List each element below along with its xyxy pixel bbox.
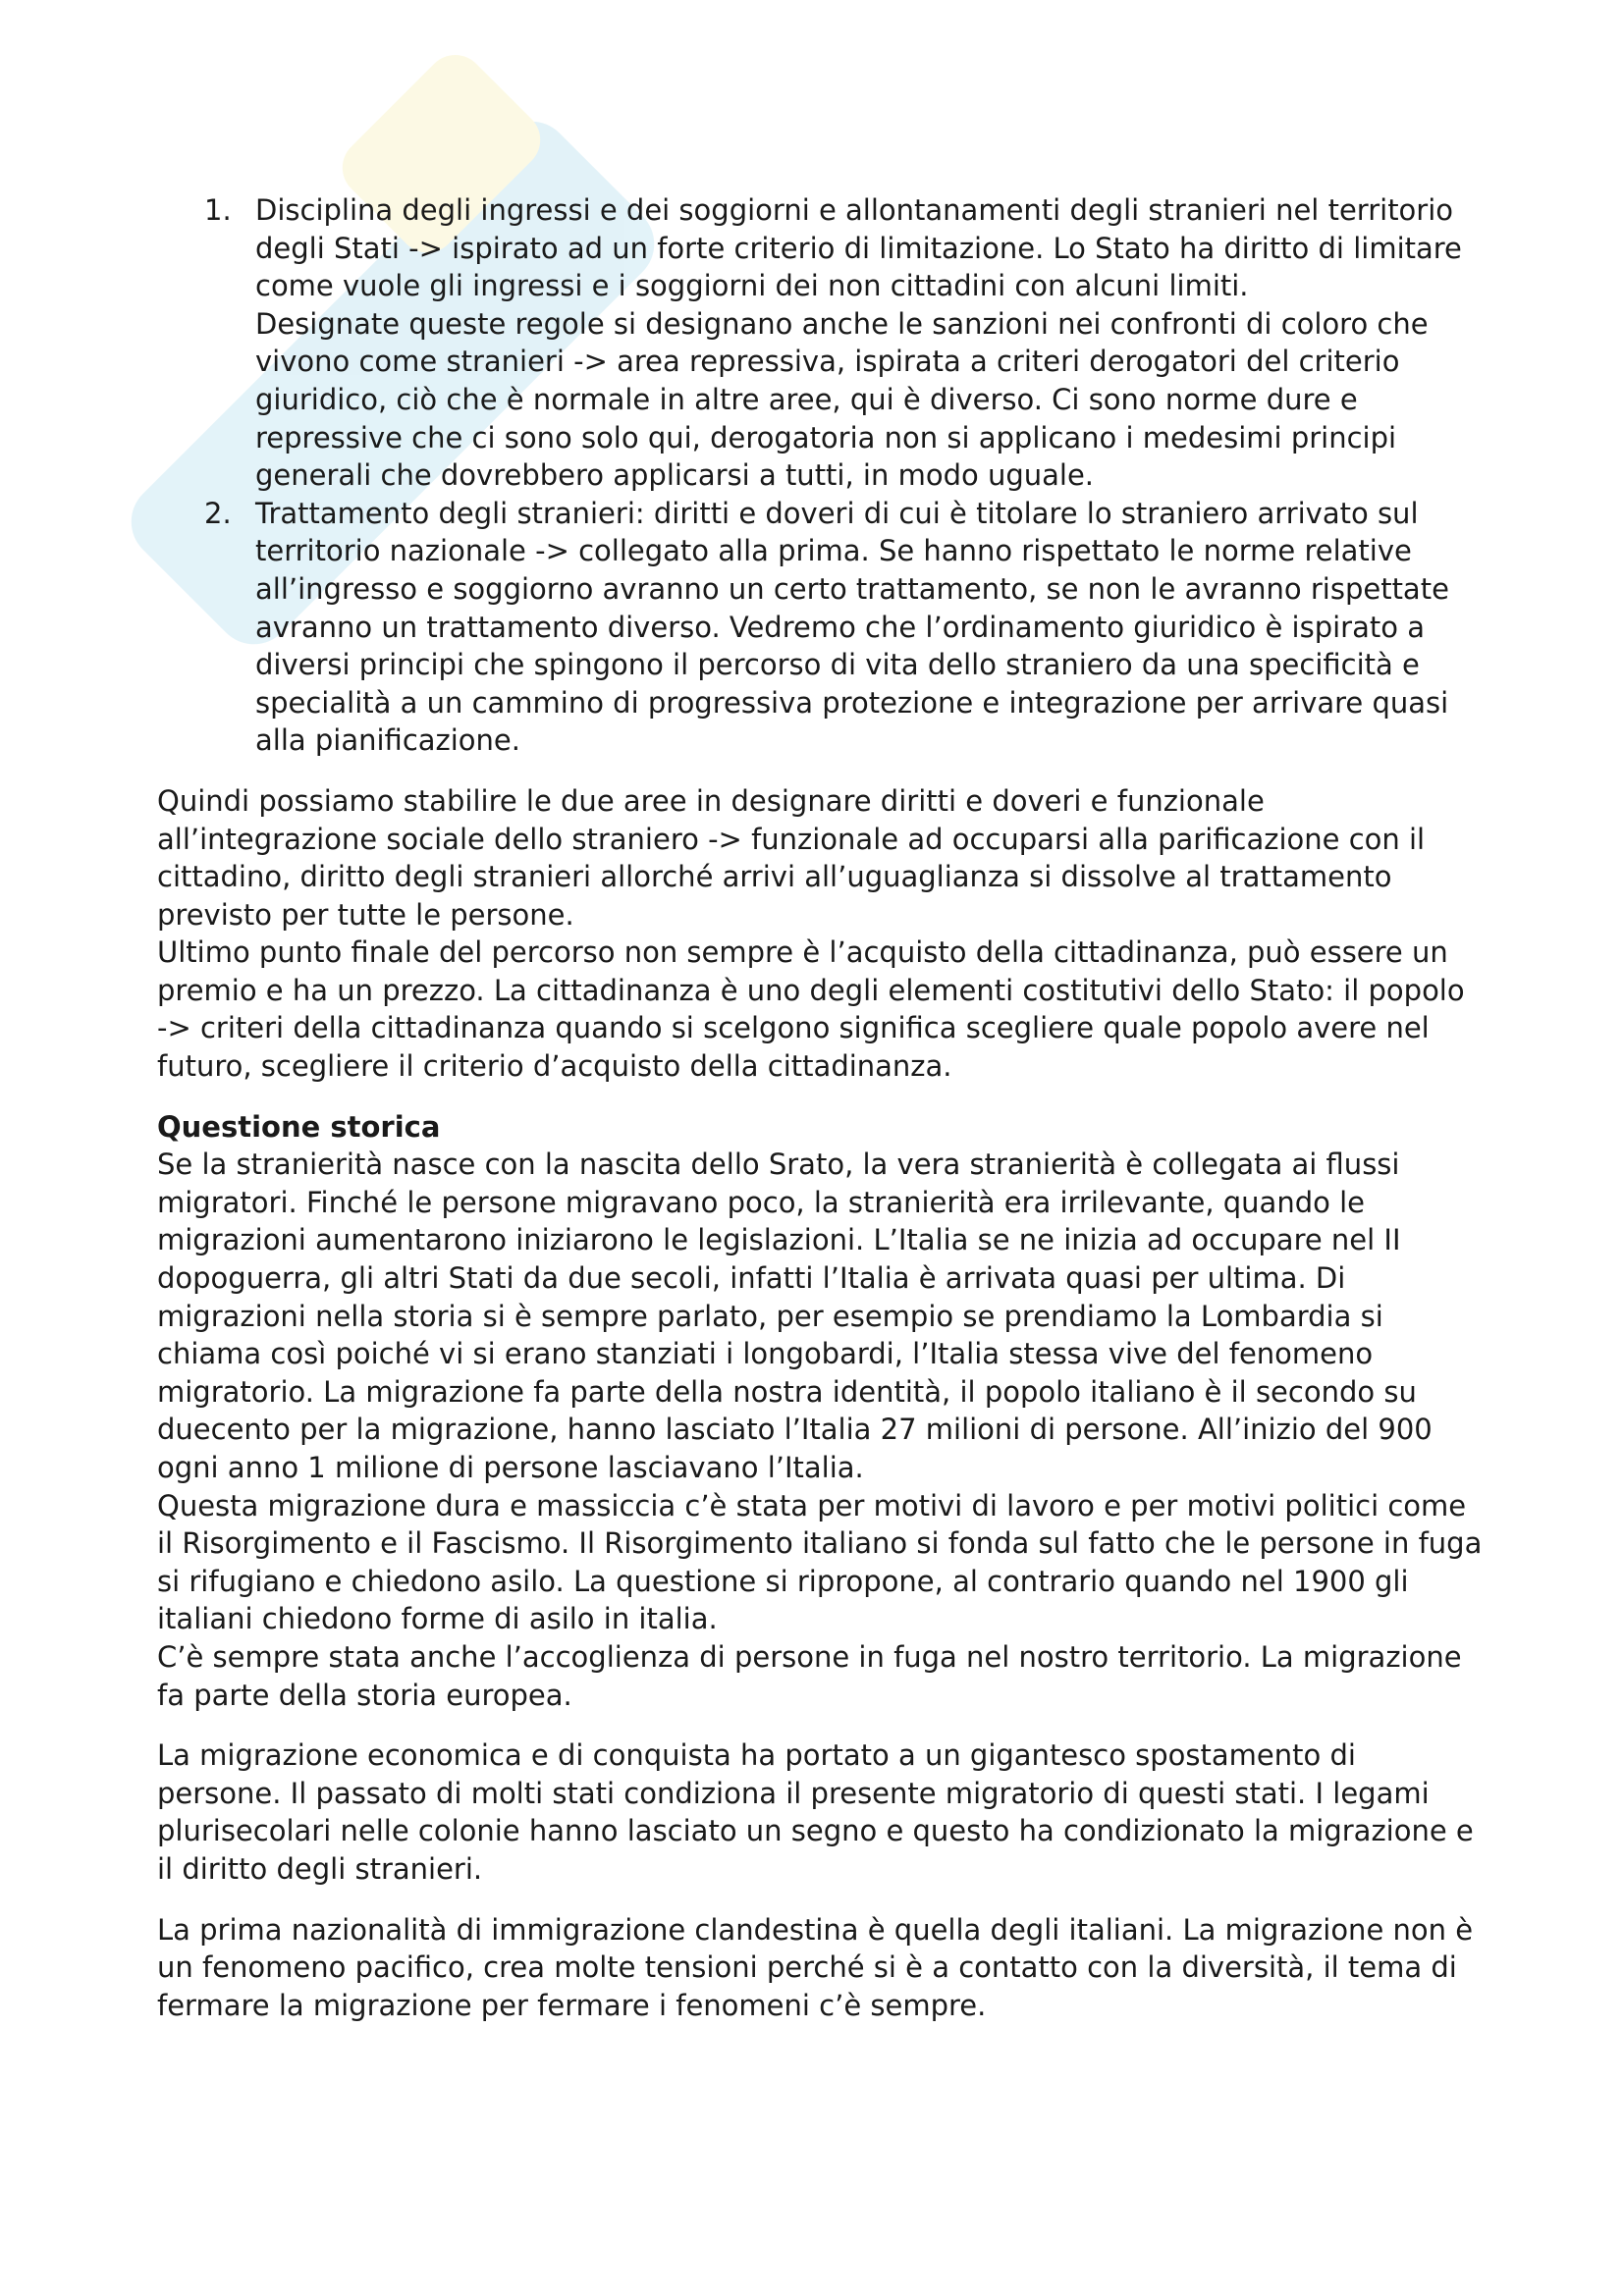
paragraph: La prima nazionalità di immigrazione clandestina è quella degli italiani. La migrazione non è un fenomeno pacifico, crea molte tensioni perché si è a contatto con la diversità, il tema di fermare la migrazione per fermare i fenomeni c’è sempre.	[157, 1912, 1474, 2022]
list-item	[157, 495, 1483, 760]
paragraph: C’è sempre stata anche l’accoglienza di persone in fuga nel nostro territorio. La migrazione fa parte della storia europea.	[157, 1639, 1462, 1712]
list-item-paragraph: Disciplina degli ingressi e dei soggiorni e allontanamenti degli stranieri nel territorio degli Stati -> ispirato ad un forte criterio di limitazione. Lo Stato ha diritto di limitare come vuole gli ingressi e i soggiorni dei non cittadini con alcuni limiti.	[255, 193, 1462, 303]
section-heading: Questione storica	[157, 1109, 441, 1144]
paragraph: Ultimo punto finale del percorso non sempre è l’acquisto della cittadinanza, può essere un premio e ha un prezzo. La cittadinanza è uno degli elementi costitutivi dello Stato: il popolo -> criteri della cittadinanza quando si scelgono significa scegliere quale popolo avere nel futuro, scegliere il criterio d’acquisto della cittadinanza.	[157, 935, 1465, 1084]
list-marker: 2.	[204, 496, 232, 530]
document-page	[157, 191, 1483, 2024]
clandestine-block	[157, 1911, 1483, 2025]
conclusion-block	[157, 782, 1483, 1086]
list-item	[157, 191, 1483, 495]
economic-block	[157, 1736, 1483, 1888]
paragraph: Se la stranierità nasce con la nascita dello Srato, la vera stranierità è collegata ai flussi migratori. Finché le persone migravano poco, la stranierità era irrilevante, quando le migrazioni aumentarono iniziarono le legislazioni. L’Italia se ne inizia ad occupare nel II dopoguerra, gli altri Stati da due secoli, infatti l’Italia è arrivata quasi per ultima. Di migrazioni nella storia si è sempre parlato, per esempio se prendiamo la Lombardia si chiama così poiché vi si erano stanziati i longobardi, l’Italia stessa vive del fenomeno migratorio. La migrazione fa parte della nostra identità, il popolo italiano è il secondo su duecento per la migrazione, hanno lasciato l’Italia 27 milioni di persone. All’inizio del 900 ogni anno 1 milione di persone lasciavano l’Italia.	[157, 1148, 1433, 1484]
paragraph: Quindi possiamo stabilire le due aree in designare diritti e doveri e funzionale all’integrazione sociale dello straniero -> funzionale ad occuparsi alla parificazione con il cittadino, diritto degli stranieri allorché arrivi all’uguaglianza si dissolve al trattamento previsto per tutte le persone.	[157, 783, 1426, 932]
list-item-paragraph: Designate queste regole si designano anche le sanzioni nei confronti di coloro che vivono come stranieri -> area repressiva, ispirata a criteri derogatori del criterio giuridico, ciò che è normale in altre aree, qui è diverso. Ci sono norme dure e repressive che ci sono solo qui, derogatoria non si applicano i medesimi principi generali che dovrebbero applicarsi a tutti, in modo uguale.	[255, 306, 1429, 493]
paragraph: Questa migrazione dura e massiccia c’è stata per motivi di lavoro e per motivi politici come il Risorgimento e il Fascismo. Il Risorgimento italiano si fonda sul fatto che le persone in fuga si rifugiano e chiedono asilo. La questione si ripropone, al contrario quando nel 1900 gli italiani chiedono forme di asilo in italia.	[157, 1488, 1483, 1636]
list-item-paragraph: Trattamento degli stranieri: diritti e doveri di cui è titolare lo straniero arrivato sul territorio nazionale -> collegato alla prima. Se hanno rispettato le norme relative all’ingresso e soggiorno avranno un certo trattamento, se non le avranno rispettate avranno un trattamento diverso. Vedremo che l’ordinamento giuridico è ispirato a diversi principi che spingono il percorso di vita dello straniero da una specificità e specialità a un cammino di progressiva protezione e integrazione per arrivare quasi alla pianificazione.	[255, 496, 1449, 758]
section-body	[157, 1146, 1483, 1714]
paragraph: La migrazione economica e di conquista ha portato a un gigantesco spostamento di persone. Il passato di molti stati condiziona il presente migratorio di questi stati. I legami plurisecolari nelle colonie hanno lasciato un segno e questo ha condizionato la migrazione e il diritto degli stranieri.	[157, 1738, 1474, 1886]
list-marker: 1.	[204, 193, 232, 227]
numbered-list	[157, 191, 1483, 760]
